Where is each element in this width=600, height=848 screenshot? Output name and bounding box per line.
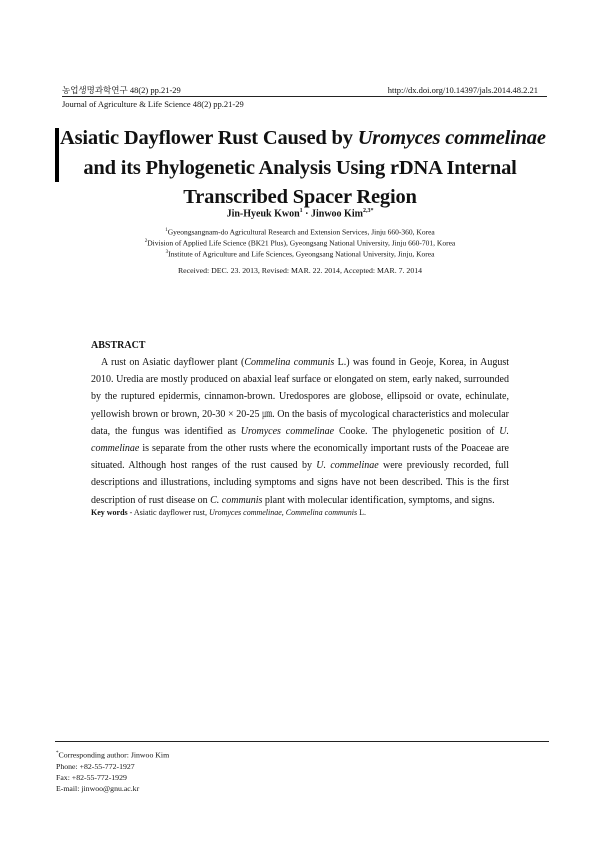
corresponding-author: *Corresponding author: Jinwoo Kim <box>56 750 170 760</box>
affiliation-3: $^3$Institute of Agriculture and Life Sciences, Gyeongsang National University, Jinju, Korea <box>165 249 435 259</box>
affiliation-2: $^2$Division of Applied Life Science (BK21 Plus), Gyeongsang National University, Jinju 660-701, Korea <box>144 238 456 248</box>
keywords: Key words - Asiatic dayflower rust, Uromyces commelinae, Commelina communis L. <box>91 508 367 517</box>
received-dates: Received: DEC. 23. 2013, Revised: MAR. 22. 2014, Accepted: MAR. 7. 2014 <box>177 266 423 275</box>
fax: Fax: +82-55-772-1929 <box>56 772 127 782</box>
header-rule <box>62 96 547 97</box>
author-1-name: Jin-Hyeuk Kwon <box>226 208 300 220</box>
affiliation-1: $^1$Gyeongsangnam-do Agricultural Research and Extension Services, Jinju 660-360, Korea <box>165 227 435 237</box>
title-species-italic: Uromyces commelinae <box>357 127 546 149</box>
author-list <box>0 208 600 219</box>
author-2-name: Jinwoo Kim <box>310 208 363 220</box>
journal-korean-header: 농업생명과학연구 48(2) pp.21-29 <box>62 85 181 95</box>
title-line-2: and its Phylogenetic Analysis Using rDNA Internal <box>83 156 517 179</box>
phone: Phone: +82-55-772-1927 <box>56 761 135 771</box>
title-line-1: Asiatic Dayflower Rust Caused by Uromyces commelinae <box>60 127 546 149</box>
abstract-heading: ABSTRACT <box>91 340 146 351</box>
email[interactable]: E-mail: jinwoo@gnu.ac.kr <box>56 783 140 793</box>
correspondence-footnote <box>56 748 356 794</box>
author-2-sup: 2,3* <box>362 208 374 214</box>
journal-english-header: Journal of Agriculture & Life Science 48(2) pp.21-29 <box>62 99 244 109</box>
paper-title <box>60 124 546 213</box>
keywords-label: Key words <box>91 508 128 517</box>
title-sidebar-bar <box>55 128 59 182</box>
author-separator: · <box>302 208 311 220</box>
abstract-body: A rust on Asiatic dayflower plant (Commelina communis L.) was found in Geoje, Korea, in August 2010. Uredia are mostly produced on abaxial leaf surface or elongated on stem, early naked, surrounded by the ruptured epidermis, cinnamon-brown. Uredospores are globose, ellipsoid or ovate, echinulate, yellowish brown or brown, 20-30 × 20-25 ㎛. On the basis of mycological characteristics and molecular data, the fungus was identified as Uromyces commelinae Cooke. The phylogenetic position of U. commelinae is separate from the other rusts where the economically important rusts of the Poaceae are situated. Although host ranges of the rust caused by U. commelinae were previously recorded, full descriptions and illustrations, including symptoms and signs have not been described. This is the first description of rust disease on C. communis plant with molecular identification, symptoms, and signs. <box>91 357 510 506</box>
footnote-rule <box>55 741 549 742</box>
author-1-sup: 1 <box>299 208 303 214</box>
doi-link[interactable]: http://dx.doi.org/10.14397/jals.2014.48.2.21 <box>387 85 538 95</box>
title-line-3: Transcribed Spacer Region <box>183 186 417 208</box>
